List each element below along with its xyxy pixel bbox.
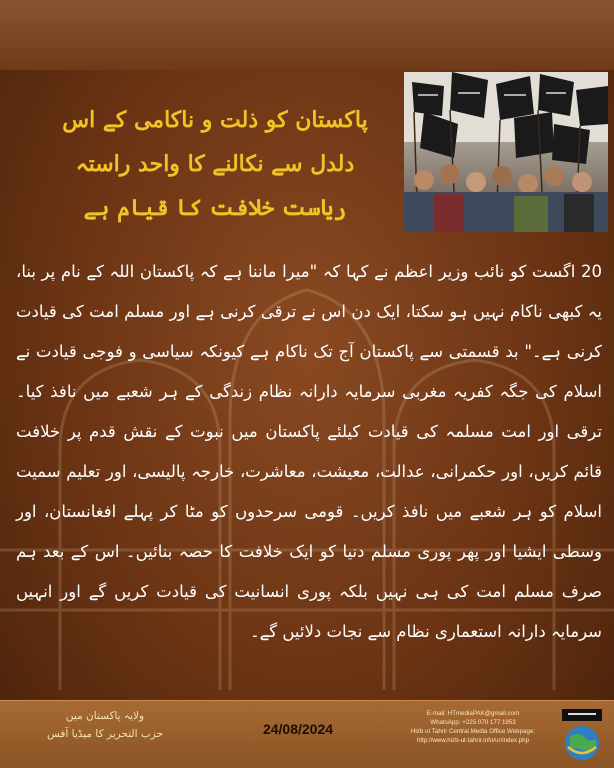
website-link[interactable]: http://www.hizb-ut-tahrir.info/ur/index.php xyxy=(416,737,530,744)
crowd-with-black-flags-photo xyxy=(404,72,608,232)
body-paragraph: 20 اگست کو نائب وزیر اعظم نے کہا کہ "میرا ماننا ہے کہ پاکستان اللہ کے نام پر بنا، یہ کبھی ناکام نہیں ہو سکتا، ایک دن اس نے ترقی کرنی ہے اور مسلم امت کی قیادت کرنی ہے۔" بد قسمتی سے پاکستان آج تک ناکام ہے کیونکہ سیاسی و فوجی قیادت نے اسلام کی جگہ کفریہ مغربی سرمایہ دارانہ نظام زندگی کے ہر شعبے میں نافذ کیا۔ ترقی اور امت مسلمہ کی قیادت کیلئے پاکستان میں نبوت کے نقش قدم پر خلافت قائم کریں، اور حکمرانی، عدالت، معیشت، معاشرت، خارجہ پالیسی، اور تعلیم سمیت اسلام کو ہر شعبے میں نافذ کریں۔ قومی سرحدوں کو مٹا کر پہلے افغانستان، اور وسطی ایشیا اور پھر پوری مسلم دنیا کو ایک خلافت کا حصہ بنائیں۔ اس کے بعد ہم صرف مسلم امت کی ہی نہیں بلکہ پوری انسانیت کی قیادت کریں گے اور انہیں سرمایہ دارانہ استعماری نظام سے نجات دلائیں گے۔ xyxy=(16,262,602,641)
footer xyxy=(0,700,614,768)
publish-date: 24/08/2024 xyxy=(262,721,334,737)
hizb-ut-tahrir-globe-logo xyxy=(556,707,608,763)
media-office-webpage-label: Hizb ut Tahrir Central Media Office Webpage: xyxy=(410,728,536,735)
headline-line-1: پاکستان کو ذلت و ناکامی کے اس xyxy=(62,107,368,133)
media-office-label xyxy=(40,707,170,743)
media-office-line-1: ولایہ پاکستان میں xyxy=(65,710,145,722)
top-strip xyxy=(0,0,614,70)
contact-whatsapp[interactable]: WhatsApp: +225 070 177 1953 xyxy=(430,719,516,726)
media-office-line-2: حزب التحریر کا میڈیا آفس xyxy=(46,728,164,740)
contact-email[interactable]: E-mail: HTmediaPAK@gmail.com xyxy=(426,710,520,717)
contact-info xyxy=(398,709,548,745)
headline-line-2: دلدل سے نکالنے کا واحد راستہ xyxy=(75,151,355,177)
headline-line-3: ریاست خلافت کا قیام ہے xyxy=(83,195,347,221)
headline xyxy=(40,98,390,230)
